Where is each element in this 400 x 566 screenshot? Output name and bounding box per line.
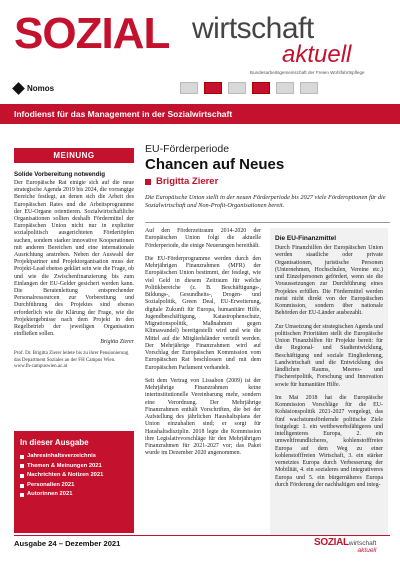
article-paragraph: Zur Umsetzung der strategischen Agenda und politischen Prioritäten stellt die Europäische Union Finanzhilfen für Projekte bereit: für die Regional- und Stadtentwicklung, Beschäftigung und soziale Eingliederung, Landwirtschaft und die Entwicklung des ländlichen Raums, Meeres- und Fischereipolitik, Forschung und Innovation sowie für humanitäre Hilfe. — [275, 323, 383, 388]
partner-logo-icon — [204, 82, 222, 94]
bullet-square-icon — [20, 493, 24, 497]
article-paragraph: Im Mai 2018 hat die Europäische Kommission Vorschläge für die EU-Kohäsionspolitik 2021-2027 vorgelegt, das fünf wachstumsfördernde politische Ziele festgelegt: 1. ein wettbewerbsfähigeres und intelligenteres Europa, 2. ein umweltfreundlicheres, kohlenstofffreies Europa auf dem Weg zu einer kohlenstofffreien Wirtschaft, 3. ein stärker vernetztes Europa durch Verbesserung der Mobilität, 4. ein sozialeres und integrativeres Europa und 5. ein bürgernäheres Europa durch Förderung der nachhaltigen und integ- — [275, 394, 383, 488]
partner-logo-icon — [300, 82, 318, 94]
article-lead: Die Europäische Union stellt in der neuen Förderperiode bis 2027 viele Förderoptionen für die Sozialwirtschaft und Non-Profit-Organisationen bereit. — [145, 194, 386, 209]
article-paragraph: Durch Finanzhilfen der Europäischen Union werden staatliche oder private Organisationen, juristische Personen (Unternehmen, Hochschulen, Vereine etc.) und Einzelpersonen gefördert, wenn sie die Voraussetzungen zur Durchführung eines Projektes erfüllen. Die Fördermittel werden meist nicht direkt von der Europäischen Kommission, sondern über nationale Behörden der EU-Länder ausbezahlt. — [275, 245, 383, 317]
bullet-square-icon — [20, 474, 24, 478]
issue-contents-box — [14, 431, 134, 533]
partner-logo-icon — [228, 82, 246, 94]
opinion-column — [14, 148, 134, 370]
opinion-author-signature: Brigitta Zierer — [100, 339, 134, 346]
footer-brand-wirtschaft: wirtschaft — [348, 540, 377, 547]
partner-logo-icon — [252, 82, 270, 94]
sidebar-panel-title: Die EU-Finanzmittel — [275, 235, 337, 242]
article-kicker: EU-Förderperiode — [145, 143, 230, 155]
partner-logos — [180, 82, 318, 94]
byline-square-icon — [145, 179, 151, 185]
masthead — [14, 10, 386, 90]
nomos-diamond-icon — [12, 82, 25, 95]
brand-aktuell: aktuell — [282, 41, 352, 68]
issue-contents-item[interactable]: Themen & Meinungen 2021 — [20, 462, 128, 472]
footer-brand — [314, 536, 376, 556]
footer-brand-sozial: SOZIAL — [314, 537, 349, 548]
nomos-label: Nomos — [27, 84, 55, 93]
opinion-title: Solide Vorbereitung notwendig — [14, 171, 105, 178]
publisher-text: Bundesarbeitsgemeinschaft der Freien Wohlfahrtspflege — [250, 70, 365, 75]
partner-logo-icon — [180, 82, 198, 94]
footer-brand-aktuell: aktuell — [357, 547, 377, 554]
issue-label: Ausgabe 24 – Dezember 2021 — [14, 539, 121, 548]
divider — [145, 222, 390, 223]
partner-logo-icon — [276, 82, 294, 94]
article-column-2 — [270, 228, 388, 535]
bullet-square-icon — [20, 455, 24, 459]
issue-contents-list — [20, 452, 128, 500]
issue-contents-item[interactable]: Personalien 2021 — [20, 481, 128, 491]
opinion-paragraph: Der Europäische Rat einigte sich auf die neue strategische Agenda 2019 bis 2024, die vorrangige Bereiche festlegt, an denen sich die Arbeit des Europäischen Rates und die Arbeitsprogramme der EU-Organe orientieren. Sozialwirtschaftliche Organisationen sollten deshalb Fördermittel der Europäischen Union nicht nur in expliziter sozialpolitisch ausgerichteten Fördertöpfen suchen, sondern starker innovative Kooperationen mit anderen Bereichen und eine internationale Ausrichtung anstreben. Neben der Auswahl der Projektpartner und Projektorganisation muss der Projekt-Lead ebenso geklärt sein wie die Frage, ob und wie die Zwischenfinanzierung bis zum Einlangen der EU-Gelder gesichert werden kann. Die Beratenleitung entsprechender Personalressourcen zur Vorbereitung und Durchführung des Projektes sind ebenso erforderlich wie die Klärung der Frage, wie die Projektergebnisse nach dem Projekt in den Regelbetrieb der jeweiligen Organisation einfließen sollen. — [14, 180, 134, 338]
nomos-logo — [14, 84, 54, 93]
sidebar-panel — [270, 228, 388, 535]
brand-wirtschaft: wirtschaft — [192, 12, 314, 45]
brand-sozial: SOZIAL — [14, 9, 170, 58]
sidebar-panel-body — [275, 245, 383, 489]
article-paragraph: Seit dem Vertrag von Lissabon (2009) ist der Mehrjährige Finanzrahmen keine interinstitutionelle Vereinbarung mehr, sondern eine Verordnung. Der Mehrjährige Finanzrahmen enthält Vorschriften, die bei der Aufstellung des jährlichen Haushaltsplans der Union einzuhalten sind; er sorgt für Haushaltsdisziplin. 2018 legte die Kommission ihre Legislativvorschläge für den Mehrjährigen Finanzrahmen für 2021-2027 vor; das Paket wurde im Dezember 2020 angenommen. — [145, 377, 261, 457]
issue-contents-item[interactable]: Nachrichten & Notizen 2021 — [20, 471, 128, 481]
opinion-section-label: MEINUNG — [14, 148, 134, 163]
article-paragraph: Auf den Förderzeitraum 2014-2020 der Europäischen Union folgt die aktuelle Förderperiode, die einige Neuerungen bereithält. — [145, 228, 261, 249]
issue-contents-item[interactable]: Jahresinhaltsverzeichnis — [20, 452, 128, 462]
article-byline — [145, 176, 390, 187]
article-paragraph: Die EU-Förderprogramme werden durch den Mehrjährigen Finanzrahmen (MFR) der Europäischen Union bestimmt, der festlegt, wie viel Geld in diesem Zeitraum für welche Politikbereiche (z. B. Beschäftigungs-, Bildungs-, Gesundheits-, Drogen- und Sozialpolitik, Green Deal, EU-Erweiterung, digitale Zukunft für Europa, humanitäre Hilfe, Jugendbeschäftigung, Katastrophenschutz, Migrationspolitik, Maßnahmen gegen Klimawandel) bereitgestellt wird und wie die Mittel auf die Mitgliedsländer verteilt werden. Der Mehrjährige Finanzrahmen wird auf Vorschlag der Europäischen Kommission vom Europäischen Rat beschlossen und mit dem Europäischen Parlament verhandelt. — [145, 255, 261, 371]
article-header — [145, 143, 390, 210]
bullet-square-icon — [20, 484, 24, 488]
article-author: Brigitta Zierer — [156, 176, 219, 187]
article-headline: Chancen auf Neues — [145, 156, 285, 173]
article-column-1 — [145, 228, 261, 458]
opinion-body — [14, 180, 134, 338]
issue-contents-item[interactable]: Autorinnen 2021 — [20, 490, 128, 500]
issue-contents-title: In dieser Ausgabe — [20, 438, 89, 447]
opinion-author-bio: Prof. Dr. Brigitta Zierer leitete bis zu ihrer Pensionierung das Department Soziales an der FH Campus Wien. www.fh-campuswien.ac.at — [14, 351, 129, 370]
bullet-square-icon — [20, 464, 24, 468]
tagline-banner: Infodienst für das Management in der Sozialwirtschaft — [0, 104, 400, 124]
